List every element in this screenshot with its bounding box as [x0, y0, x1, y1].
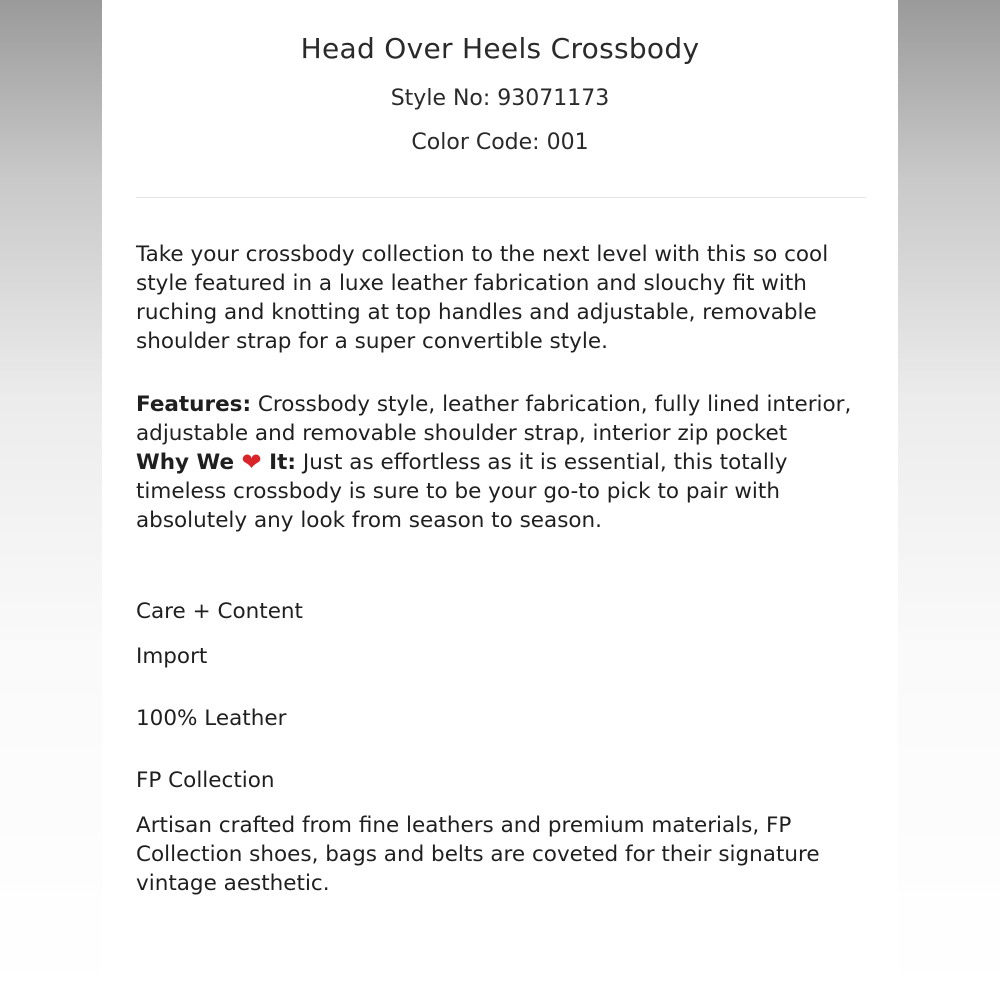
blurred-background-right [898, 0, 1000, 1000]
features-text: Crossbody style, leather fabrication, fully lined interior, adjustable and removable shoulder strap, interior zip pocket [136, 392, 852, 446]
care-content-heading: Care + Content [136, 599, 303, 624]
blurred-background-left [0, 0, 102, 1000]
care-material: 100% Leather [136, 706, 287, 731]
features-label: Features: [136, 392, 252, 417]
care-origin: Import [136, 644, 208, 669]
collection-description: Artisan crafted from fine leathers and premium materials, FP Collection shoes, bags and belts are coveted for their signature vintage aesthetic. [136, 813, 820, 896]
why-we-love-it-text: Just as effortless as it is essential, this totally timeless crossbody is sure to be your go-to pick to pair with absolutely any look from season to season. [136, 450, 788, 533]
section-divider [136, 197, 866, 198]
style-number: Style No: 93071173 [390, 86, 610, 111]
color-code: Color Code: 001 [411, 130, 589, 155]
product-details-card [102, 0, 898, 1000]
collection-heading: FP Collection [136, 768, 275, 793]
heart-icon: ❤ [241, 448, 262, 476]
why-we-love-it-label-start: Why We [136, 450, 242, 475]
product-description: Take your crossbody collection to the next level with this so cool style featured in a luxe leather fabrication and slouchy fit with ruching and knotting at top handles and adjustable, removable shoulder strap for a super convertible style. [136, 242, 829, 354]
product-title: Head Over Heels Crossbody [300, 32, 700, 65]
features-section [136, 390, 876, 535]
why-we-love-it-label-end: It: [261, 450, 297, 475]
